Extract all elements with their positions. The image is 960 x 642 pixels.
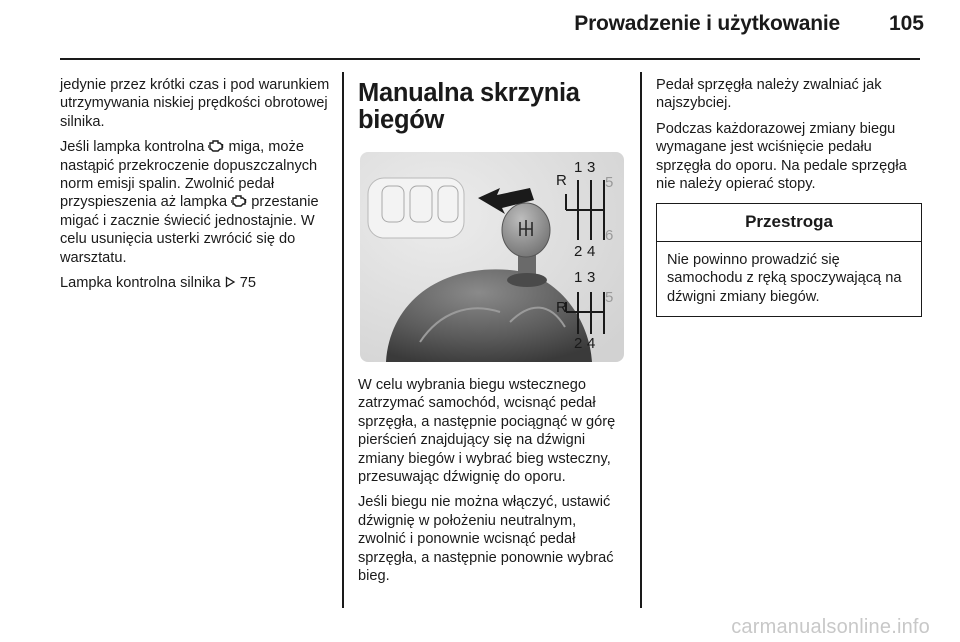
paragraph-gear-not-engaging: Jeśli biegu nie można włączyć, ustawić dźwignię w położeniu neutralnym, zwolnić i ponownie wcisnąć pedał sprzęgła, a następnie ponownie wybrać bieg.: [358, 494, 614, 585]
caution-box: [656, 203, 922, 317]
paragraph-warning-lamp: [60, 138, 334, 267]
pattern-upper-gear-6: 6: [605, 227, 614, 244]
page-number: 105: [888, 12, 924, 35]
lamp-text-before: Jeśli lampka kontrolna: [60, 139, 205, 156]
paragraph-reverse-gear: W celu wybrania biegu wstecznego zatrzymać samochód, wcisnąć pedał sprzęgła, a następnie pociągnąć w górę pierścień znajdujący się na dźwigni zmiany biegów i wybrać bieg wsteczny, przesuwając dźwignię do oporu.: [358, 377, 616, 486]
column-divider-right: [640, 72, 642, 608]
engine-warning-lamp-icon: [208, 139, 224, 153]
column-right: [656, 76, 922, 317]
paragraph-lamp-reference: [60, 274, 334, 292]
running-head-title: Prowadzenie i użytkowanie: [574, 12, 840, 35]
caution-text: Nie powinno prowadzić się samochodu z ręką spoczywającą na dźwigni zmiany biegów.: [667, 251, 902, 305]
pattern-lower-gear-3: 3: [587, 269, 596, 286]
page-reference-arrow-icon: [225, 276, 236, 288]
pattern-lower-gear-2: 2: [574, 335, 583, 352]
pattern-upper-gear-4: 4: [587, 243, 596, 260]
pattern-upper-gear-2: 2: [574, 243, 583, 260]
column-middle: [358, 76, 626, 134]
pattern-upper-gear-3: 3: [587, 159, 596, 176]
pattern-lower-gear-4: 4: [587, 335, 596, 352]
pattern-upper-gear-1: 1: [574, 159, 583, 176]
column-middle-body: [358, 376, 626, 592]
header-rule: [60, 58, 920, 60]
pattern-lower-gear-1: 1: [574, 269, 583, 286]
engine-warning-lamp-icon: [231, 194, 247, 208]
reference-page-link[interactable]: 75: [239, 275, 256, 292]
paragraph-low-rpm: jedynie przez krótki czas i pod warunkiem utrzymywania niskiej prędkości obrotowej silnika.: [60, 77, 330, 130]
pattern-upper-gear-5: 5: [605, 174, 614, 191]
pattern-lower-gear-5: 5: [605, 289, 614, 306]
caution-title: Przestroga: [657, 204, 921, 241]
pattern-lower-reverse-label: R: [556, 299, 567, 316]
watermark: carmanualsonline.info: [731, 616, 930, 638]
paragraph-release-clutch: Pedał sprzęgła należy zwalniać jak najszybciej.: [656, 77, 882, 112]
lamp-text-after: przestanie migać i zacznie świecić jednostajnie. W celu usunięcia usterki zwrócić się do warsztatu.: [60, 194, 319, 266]
pattern-upper-reverse-label: R: [556, 172, 567, 189]
column-left: [60, 76, 334, 299]
gearshift-illustration: [360, 152, 624, 362]
reference-label: Lampka kontrolna silnika: [60, 275, 221, 292]
paragraph-clutch-fully: Podczas każdorazowej zmiany biegu wymagane jest wciśnięcie pedału sprzęgła do oporu. Na pedale sprzęgła nie należy opierać stopy.: [656, 120, 907, 193]
lamp-text-middle: miga, może nastąpić przekroczenie dopuszczalnych norm emisji spalin. Zwolnić pedał przyspieszenia aż lampka: [60, 139, 318, 211]
section-title: Manualna skrzynia biegów: [358, 79, 580, 134]
column-divider-left: [342, 72, 344, 608]
reverse-lift-ring: [507, 273, 547, 287]
